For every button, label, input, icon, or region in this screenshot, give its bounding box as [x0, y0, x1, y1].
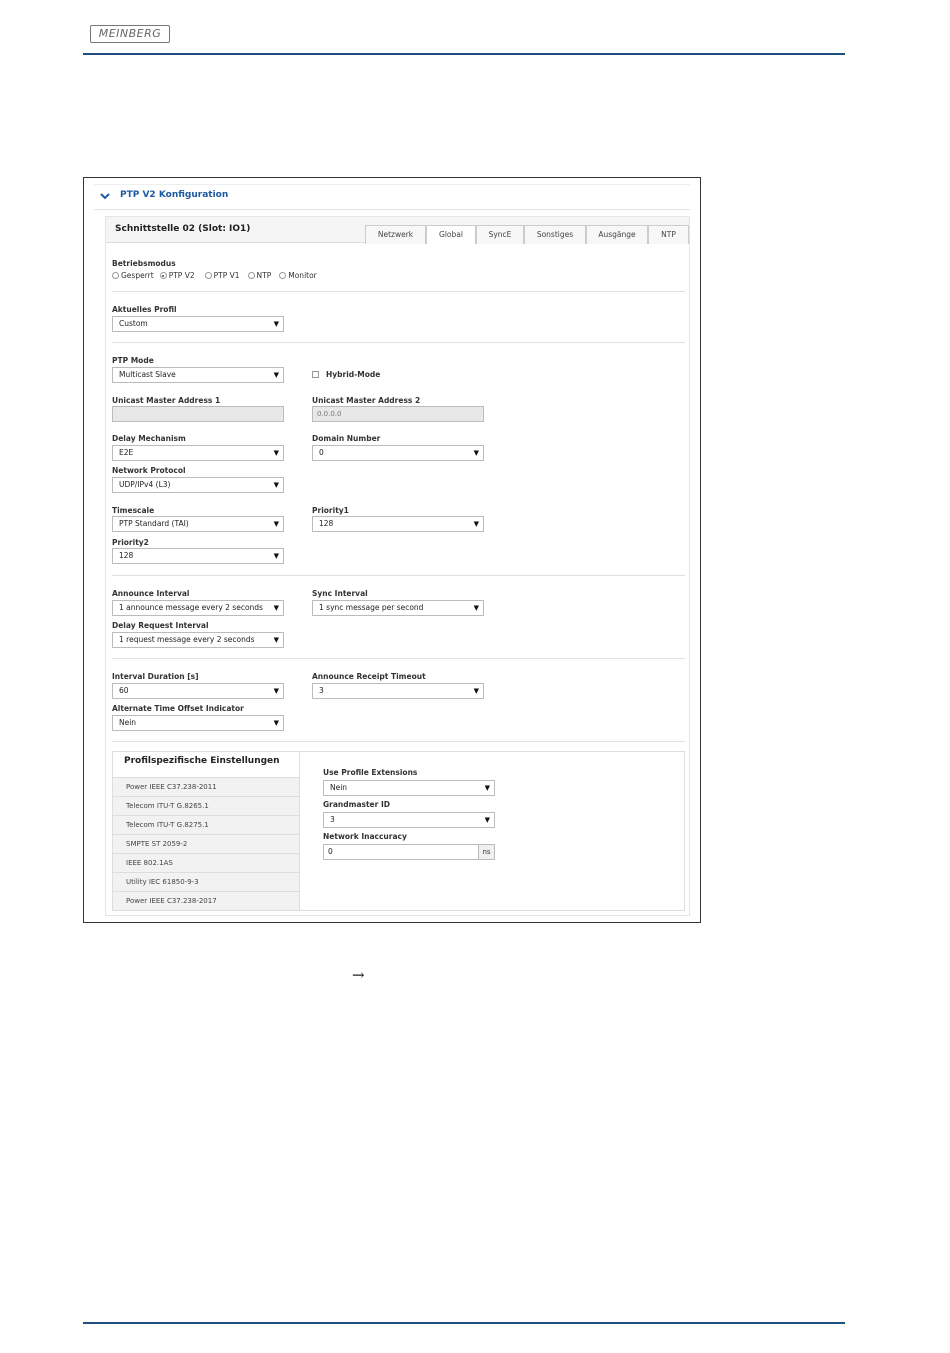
divider: [112, 741, 685, 742]
delayreq-select[interactable]: 1 request message every 2 seconds ▼: [112, 632, 284, 648]
ptp-mode-label: PTP Mode: [112, 356, 154, 365]
caret-down-icon: ▼: [273, 687, 279, 695]
chevron-down-icon: [100, 191, 110, 201]
ptp-mode-select[interactable]: Multicast Slave ▼: [112, 367, 284, 383]
duration-label: Interval Duration [s]: [112, 672, 199, 681]
profile-item[interactable]: Telecom ITU-T G.8265.1: [113, 796, 299, 815]
sync-label: Sync Interval: [312, 589, 368, 598]
radio-ptp-v1[interactable]: PTP V1: [205, 271, 240, 280]
profil-label: Aktuelles Profil: [112, 305, 177, 314]
divider: [112, 658, 685, 659]
profile-item[interactable]: Utility IEC 61850-9-3: [113, 872, 299, 891]
announce-label: Announce Interval: [112, 589, 190, 598]
interface-panel: [105, 216, 690, 916]
receipt-select[interactable]: 3 ▼: [312, 683, 484, 699]
inaccuracy-unit: ns: [478, 844, 495, 860]
delay-label: Delay Mechanism: [112, 434, 186, 443]
divider: [112, 291, 685, 292]
interface-title: Schnittstelle 02 (Slot: IO1): [115, 224, 251, 234]
caret-down-icon: ▼: [273, 719, 279, 727]
netproto-select[interactable]: UDP/IPv4 (L3) ▼: [112, 477, 284, 493]
profile-item[interactable]: IEEE 802.1AS: [113, 853, 299, 872]
arrow-right-icon: →: [352, 966, 365, 984]
radio-monitor[interactable]: Monitor: [279, 271, 317, 280]
gm-id-label: Grandmaster ID: [323, 800, 390, 809]
profile-settings-box: [112, 751, 685, 911]
gm-id-select[interactable]: 3 ▼: [323, 812, 495, 828]
unicast1-label: Unicast Master Address 1: [112, 396, 221, 405]
caret-down-icon: ▼: [473, 449, 479, 457]
radio-ntp[interactable]: NTP: [248, 271, 272, 280]
caret-down-icon: ▼: [273, 604, 279, 612]
receipt-label: Announce Receipt Timeout: [312, 672, 426, 681]
interface-header: [106, 217, 689, 243]
profile-list: [113, 777, 299, 910]
caret-down-icon: ▼: [484, 816, 490, 824]
radio-gesperrt[interactable]: Gesperrt: [112, 271, 154, 280]
priority2-select[interactable]: 128 ▼: [112, 548, 284, 564]
profile-item[interactable]: Telecom ITU-T G.8275.1: [113, 815, 299, 834]
alt-offset-select[interactable]: Nein ▼: [112, 715, 284, 731]
delayreq-label: Delay Request Interval: [112, 621, 209, 630]
profile-item[interactable]: SMPTE ST 2059-2: [113, 834, 299, 853]
duration-select[interactable]: 60 ▼: [112, 683, 284, 699]
inaccuracy-label: Network Inaccuracy: [323, 832, 407, 841]
delay-select[interactable]: E2E ▼: [112, 445, 284, 461]
caret-down-icon: ▼: [273, 481, 279, 489]
unicast2-input[interactable]: 0.0.0.0: [312, 406, 484, 422]
screenshot-frame: [83, 177, 701, 923]
sync-select[interactable]: 1 sync message per second ▼: [312, 600, 484, 616]
profile-item[interactable]: Power IEEE C37.238-2011: [113, 777, 299, 796]
meinberg-logo: MEINBERG: [90, 25, 170, 43]
netproto-label: Network Protocol: [112, 466, 186, 475]
use-ext-label: Use Profile Extensions: [323, 768, 418, 777]
caret-down-icon: ▼: [473, 520, 479, 528]
tab-netzwerk[interactable]: Netzwerk: [365, 225, 426, 244]
hybrid-mode-checkbox[interactable]: [312, 371, 319, 378]
radio-ptp-v2[interactable]: PTP V2: [160, 271, 195, 280]
unicast1-input[interactable]: [112, 406, 284, 422]
panel-header[interactable]: [94, 184, 690, 210]
tab-ausgaenge[interactable]: Ausgänge: [586, 225, 648, 244]
use-ext-select[interactable]: Nein ▼: [323, 780, 495, 796]
caret-down-icon: ▼: [273, 636, 279, 644]
unicast2-label: Unicast Master Address 2: [312, 396, 421, 405]
panel-title: PTP V2 Konfiguration: [120, 190, 229, 200]
timescale-label: Timescale: [112, 506, 155, 515]
profile-item[interactable]: Power IEEE C37.238-2017: [113, 891, 299, 910]
tab-global[interactable]: Global: [426, 225, 476, 244]
caret-down-icon: ▼: [273, 520, 279, 528]
alt-offset-label: Alternate Time Offset Indicator: [112, 704, 244, 713]
betriebsmodus-radios: [112, 271, 323, 280]
caret-down-icon: ▼: [273, 371, 279, 379]
caret-down-icon: ▼: [273, 320, 279, 328]
caret-down-icon: ▼: [473, 604, 479, 612]
domain-select[interactable]: 0 ▼: [312, 445, 484, 461]
inaccuracy-input[interactable]: 0: [323, 844, 479, 860]
tab-sonstiges[interactable]: Sonstiges: [524, 225, 586, 244]
profile-settings-title: Profilspezifische Einstellungen: [124, 756, 280, 766]
divider: [299, 752, 300, 910]
hybrid-mode-label: Hybrid-Mode: [326, 370, 381, 379]
footer-rule: [83, 1322, 845, 1324]
tab-synce[interactable]: SyncE: [476, 225, 524, 244]
betriebsmodus-label: Betriebsmodus: [112, 259, 176, 268]
domain-label: Domain Number: [312, 434, 381, 443]
divider: [112, 342, 685, 343]
header-rule: [83, 53, 845, 55]
timescale-select[interactable]: PTP Standard (TAI) ▼: [112, 516, 284, 532]
divider: [112, 575, 685, 576]
caret-down-icon: ▼: [273, 552, 279, 560]
priority1-select[interactable]: 128 ▼: [312, 516, 484, 532]
priority1-label: Priority1: [312, 506, 349, 515]
announce-select[interactable]: 1 announce message every 2 seconds ▼: [112, 600, 284, 616]
profil-select[interactable]: Custom ▼: [112, 316, 284, 332]
tab-ntp[interactable]: NTP: [648, 225, 689, 244]
caret-down-icon: ▼: [484, 784, 490, 792]
priority2-label: Priority2: [112, 538, 149, 547]
caret-down-icon: ▼: [473, 687, 479, 695]
caret-down-icon: ▼: [273, 449, 279, 457]
